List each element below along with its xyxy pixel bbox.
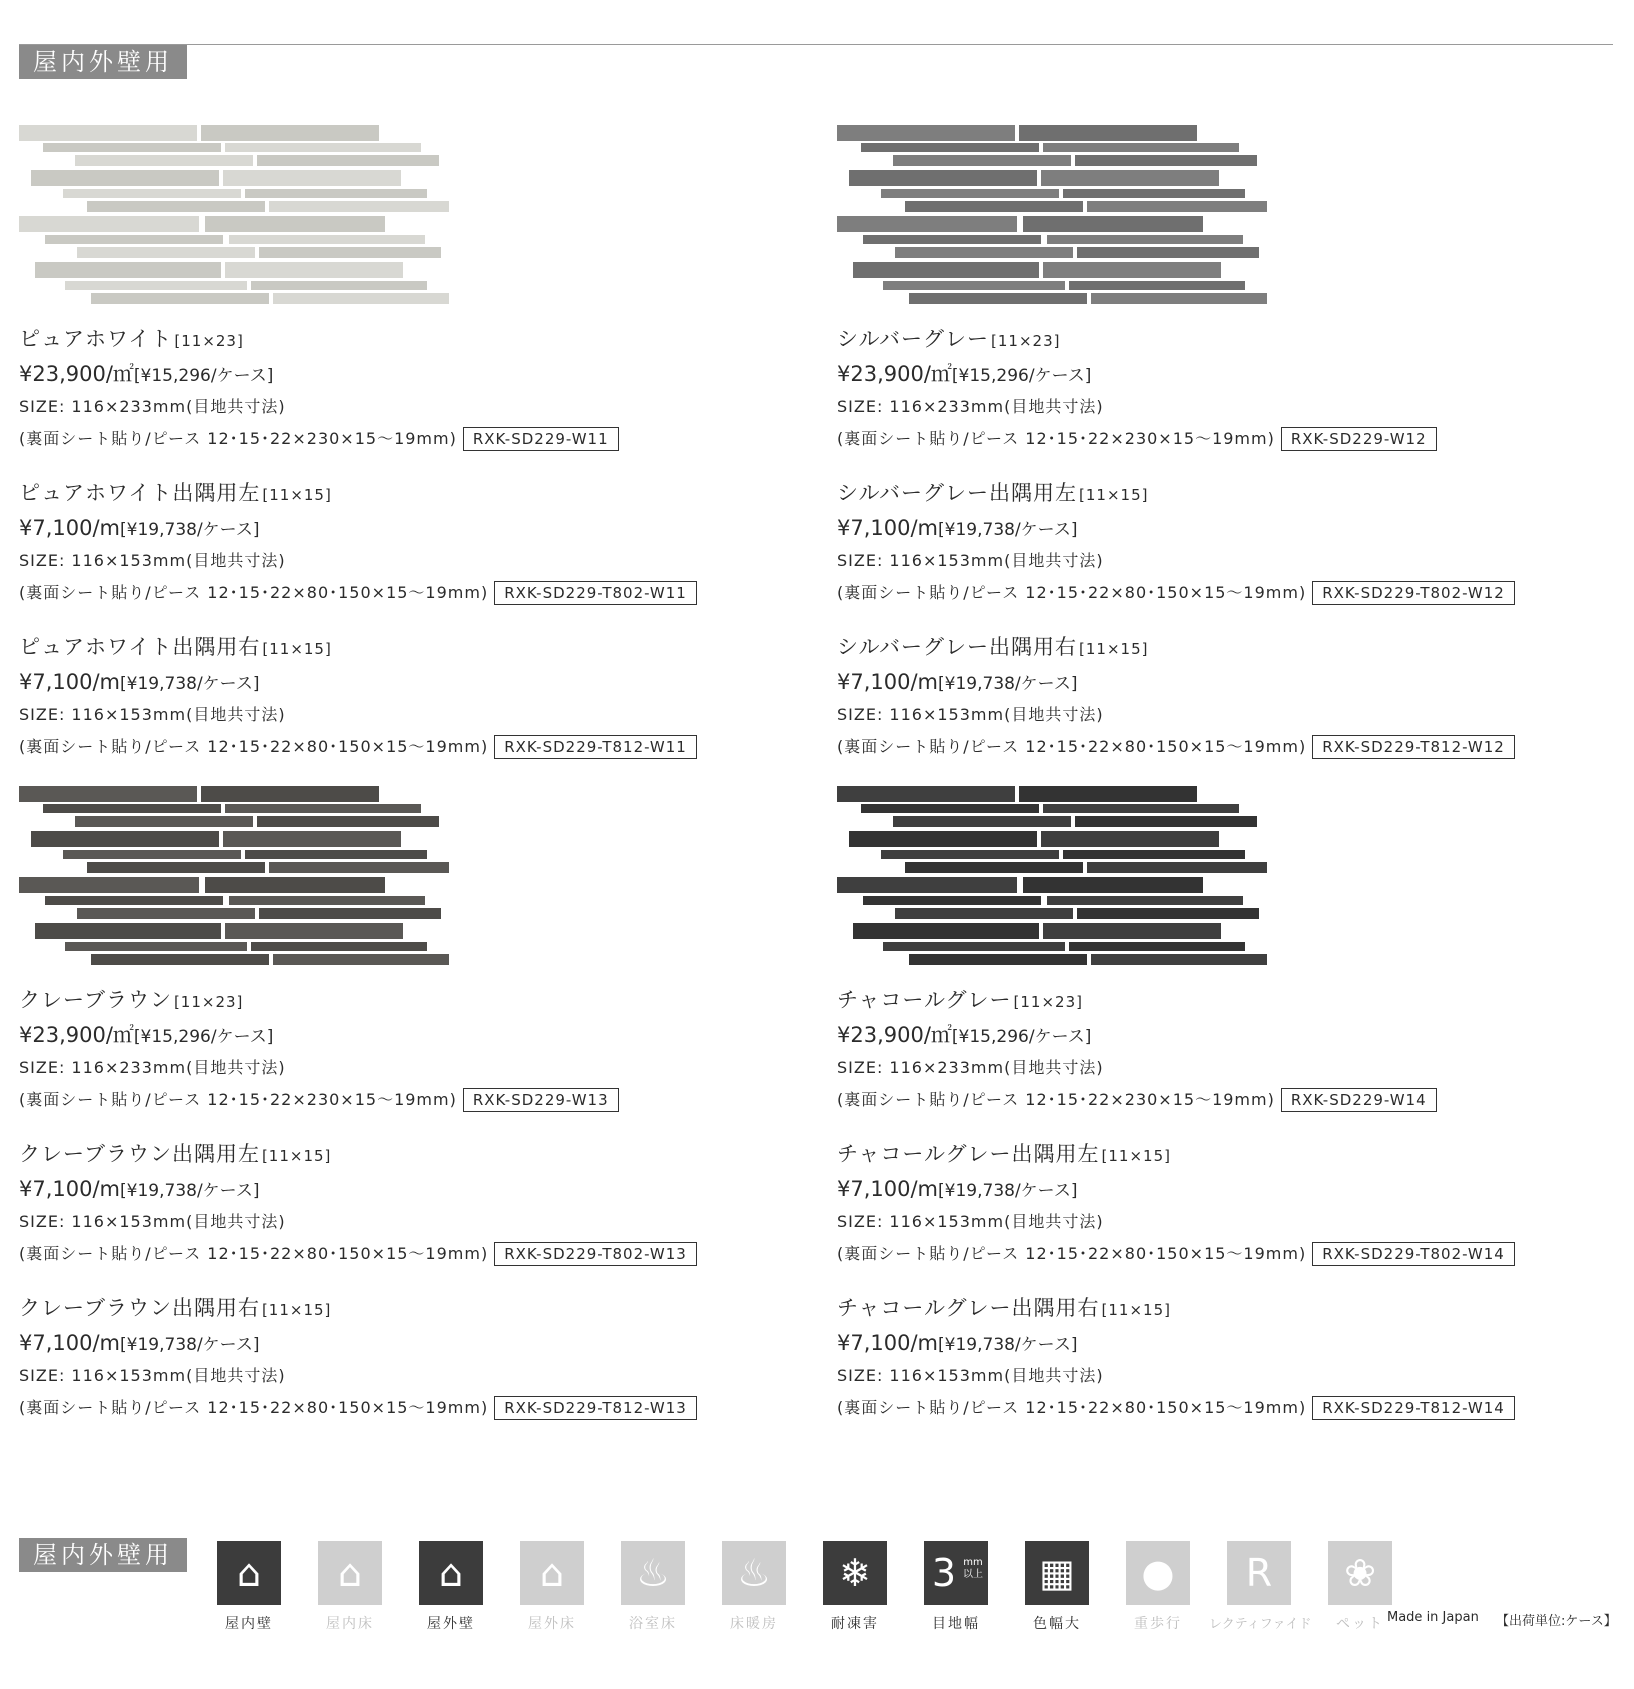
price-line <box>837 511 1597 545</box>
product-clay-brown <box>19 786 779 1424</box>
spec-text: (裏面シート貼り/ピース 12･15･22×230×15〜19mm) <box>19 1090 457 1109</box>
case-price: [¥15,296/ケース] <box>133 366 274 386</box>
product-name-line <box>837 475 1597 511</box>
spec-line <box>19 731 779 763</box>
product-name-line <box>19 321 779 357</box>
tile-strip <box>1019 125 1197 141</box>
icon-subtext: mm 以上 <box>963 1557 983 1580</box>
product-entry <box>19 1290 779 1424</box>
tile-strip <box>259 908 441 919</box>
size-code: [11×15] <box>262 486 332 504</box>
feature-label: 浴室床 <box>629 1616 677 1632</box>
product-code: RXK-SD229-T802-W12 <box>1312 581 1515 605</box>
tile-strip <box>1069 281 1245 290</box>
feature-label: 耐凍害 <box>831 1616 879 1632</box>
tile-strip <box>1087 201 1267 212</box>
case-price: [¥19,738/ケース] <box>120 1335 260 1355</box>
product-entry <box>837 629 1597 763</box>
tile-strip <box>43 804 221 813</box>
tile-strip <box>19 216 199 232</box>
icon-glyph: ❄ <box>839 1551 871 1595</box>
feature-indoor-wall <box>217 1541 281 1633</box>
price-line <box>19 665 779 699</box>
tile-strip <box>225 262 403 278</box>
product-code: RXK-SD229-T812-W11 <box>494 735 697 759</box>
product-entry <box>837 982 1597 1116</box>
icon-glyph: ♨ <box>736 1551 772 1595</box>
tile-strip <box>257 816 439 827</box>
tile-strip <box>245 850 427 859</box>
product-name: シルバーグレー <box>837 327 990 351</box>
size-code: [11×15] <box>1101 1301 1171 1319</box>
size-code: [11×15] <box>1079 640 1149 658</box>
tile-strip <box>861 143 1039 152</box>
product-name-line <box>837 1290 1597 1326</box>
product-code: RXK-SD229-W14 <box>1281 1088 1437 1112</box>
tile-strip <box>35 923 221 939</box>
tile-strip <box>895 247 1073 258</box>
tile-strip <box>201 125 379 141</box>
price: ¥23,900/㎡ <box>837 1023 952 1047</box>
price: ¥7,100/m <box>19 1331 121 1355</box>
tile-strip <box>251 281 427 290</box>
feature-label: 屋内床 <box>326 1616 374 1632</box>
product-name-line <box>837 982 1597 1018</box>
case-price: [¥19,738/ケース] <box>938 520 1078 540</box>
size-code: [11×15] <box>262 640 332 658</box>
tile-strip <box>909 954 1087 965</box>
tile-strip <box>269 201 449 212</box>
tile-strip <box>225 804 421 813</box>
spec-text: (裏面シート貼り/ピース 12･15･22×230×15〜19mm) <box>19 429 457 448</box>
price-line <box>837 665 1597 699</box>
feature-indoor-floor <box>318 1541 382 1633</box>
tile-strip <box>229 235 425 244</box>
tile-strip <box>837 786 1015 802</box>
icon-glyph: ⌂ <box>438 1551 464 1595</box>
tile-strip <box>1077 908 1259 919</box>
product-code: RXK-SD229-W13 <box>463 1088 619 1112</box>
spec-line <box>837 1084 1597 1116</box>
tile-strip <box>229 896 425 905</box>
tile-strip <box>19 125 197 141</box>
tile-strip <box>65 942 247 951</box>
tile-strip <box>1091 293 1267 304</box>
product-name: チャコールグレー出隅用右 <box>837 1296 1100 1320</box>
product-name: ピュアホワイト出隅用右 <box>19 635 261 659</box>
outdoor-wall-icon <box>419 1541 483 1605</box>
tile-strip <box>1069 942 1245 951</box>
price: ¥23,900/㎡ <box>19 362 134 386</box>
size-text: SIZE: 116×153mm(目地共寸法) <box>837 1366 1104 1385</box>
indoor-floor-icon <box>318 1541 382 1605</box>
tile-strip <box>837 216 1017 232</box>
product-name-line <box>19 1290 779 1326</box>
product-name: クレーブラウン出隅用右 <box>19 1296 260 1320</box>
tile-sample-image <box>19 786 519 972</box>
product-code: RXK-SD229-W11 <box>463 427 619 451</box>
icon-glyph: ❀ <box>1344 1551 1376 1595</box>
feature-frost-resistance <box>823 1541 887 1633</box>
product-entry <box>837 321 1597 455</box>
feature-label: 屋外壁 <box>427 1616 475 1632</box>
size-text: SIZE: 116×153mm(目地共寸法) <box>837 1212 1104 1231</box>
product-name-line <box>837 321 1597 357</box>
spec-text: (裏面シート貼り/ピース 12･15･22×80･150×15〜19mm) <box>837 1398 1307 1417</box>
frost-resistance-icon <box>823 1541 887 1605</box>
tile-strip <box>1041 170 1219 186</box>
spec-line <box>19 1392 779 1424</box>
spec-line <box>19 577 779 609</box>
feature-color-variation <box>1025 1541 1089 1633</box>
tile-strip <box>1075 816 1257 827</box>
case-price: [¥19,738/ケース] <box>938 674 1078 694</box>
spec-text: (裏面シート貼り/ピース 12･15･22×80･150×15〜19mm) <box>19 1244 489 1263</box>
price-line <box>19 1172 779 1206</box>
tile-strip <box>1075 155 1257 166</box>
price: ¥23,900/㎡ <box>19 1023 134 1047</box>
tile-strip <box>1043 804 1239 813</box>
price: ¥7,100/m <box>19 1177 121 1201</box>
tile-strip <box>883 281 1065 290</box>
feature-bathroom-floor <box>621 1541 685 1633</box>
feature-label: 屋外床 <box>528 1616 576 1632</box>
tile-strip <box>205 216 385 232</box>
spec-line <box>19 423 779 455</box>
price: ¥7,100/m <box>837 1331 939 1355</box>
product-entry <box>837 475 1597 609</box>
tile-strip <box>905 201 1083 212</box>
tile-strip <box>205 877 385 893</box>
tile-strip <box>881 850 1059 859</box>
size-text: SIZE: 116×153mm(目地共寸法) <box>19 1366 286 1385</box>
size-code: [11×15] <box>261 1301 332 1319</box>
icon-glyph: ⌂ <box>337 1551 363 1595</box>
spec-line <box>19 1238 779 1270</box>
product-name-line <box>837 1136 1597 1172</box>
spec-line <box>837 731 1597 763</box>
feature-label: ペット <box>1336 1616 1384 1632</box>
product-silver-grey <box>837 125 1597 763</box>
tile-strip <box>31 170 219 186</box>
size-code: [11×23] <box>1013 993 1083 1011</box>
feature-label: 目地幅 <box>932 1616 980 1632</box>
product-code: RXK-SD229-T802-W11 <box>494 581 697 605</box>
shipping-unit-label: 【出荷単位:ケース】 <box>1496 1614 1617 1629</box>
tile-strip <box>225 923 403 939</box>
spec-text: (裏面シート貼り/ピース 12･15･22×80･150×15〜19mm) <box>19 737 489 756</box>
icon-glyph: ⌂ <box>236 1551 262 1595</box>
product-code: RXK-SD229-T812-W14 <box>1312 1396 1515 1420</box>
tile-strip <box>35 262 221 278</box>
tile-strip <box>65 281 247 290</box>
floor-heating-icon <box>722 1541 786 1605</box>
price-line <box>837 1172 1597 1206</box>
product-charcoal-grey <box>837 786 1597 1424</box>
icon-glyph: ▦ <box>1039 1551 1075 1595</box>
tile-strip <box>257 155 439 166</box>
tile-strip <box>77 247 255 258</box>
product-name: クレーブラウン <box>19 988 172 1012</box>
size-text: SIZE: 116×153mm(目地共寸法) <box>19 705 286 724</box>
tile-strip <box>75 816 253 827</box>
product-code: RXK-SD229-W12 <box>1281 427 1437 451</box>
feature-floor-heating <box>722 1541 786 1633</box>
feature-label: 床暖房 <box>730 1616 778 1632</box>
feature-outdoor-wall <box>419 1541 483 1633</box>
tile-strip <box>1041 831 1219 847</box>
tile-strip <box>1087 862 1267 873</box>
product-code: RXK-SD229-T802-W13 <box>494 1242 697 1266</box>
product-entry <box>19 1136 779 1270</box>
icon-glyph: ● <box>1141 1551 1175 1595</box>
price: ¥7,100/m <box>837 516 939 540</box>
size-text: SIZE: 116×233mm(目地共寸法) <box>19 397 286 416</box>
feature-label: レクティファイド <box>1209 1617 1312 1632</box>
tile-strip <box>863 235 1041 244</box>
spec-line <box>837 1392 1597 1424</box>
product-entry <box>19 629 779 763</box>
tile-strip <box>863 896 1041 905</box>
feature-rectified <box>1209 1541 1312 1632</box>
feature-heavy-walking <box>1126 1541 1190 1633</box>
size-code: [11×15] <box>1079 486 1149 504</box>
case-price: [¥19,738/ケース] <box>120 1181 260 1201</box>
tile-strip <box>1077 247 1259 258</box>
size-text: SIZE: 116×153mm(目地共寸法) <box>19 1212 286 1231</box>
product-name-line <box>19 629 779 665</box>
tile-sample-image <box>837 786 1337 972</box>
feature-pet <box>1328 1541 1392 1633</box>
size-text: SIZE: 116×153mm(目地共寸法) <box>837 551 1104 570</box>
spec-text: (裏面シート貼り/ピース 12･15･22×230×15〜19mm) <box>837 429 1275 448</box>
tile-strip <box>223 170 401 186</box>
color-variation-icon <box>1025 1541 1089 1605</box>
tile-strip <box>893 155 1071 166</box>
tile-strip <box>273 954 449 965</box>
tile-strip <box>1043 262 1221 278</box>
indoor-wall-icon <box>217 1541 281 1605</box>
joint-width-icon <box>924 1541 988 1605</box>
case-price: [¥19,738/ケース] <box>938 1181 1078 1201</box>
case-price: [¥15,296/ケース] <box>951 366 1092 386</box>
feature-label: 色幅大 <box>1033 1616 1081 1632</box>
product-name: ピュアホワイト <box>19 327 173 351</box>
tile-strip <box>1063 189 1245 198</box>
tile-strip <box>905 862 1083 873</box>
product-code: RXK-SD229-T802-W14 <box>1312 1242 1515 1266</box>
tile-strip <box>893 816 1071 827</box>
tile-strip <box>881 189 1059 198</box>
feature-label: 屋内壁 <box>225 1616 273 1632</box>
tile-strip <box>45 235 223 244</box>
tile-strip <box>861 804 1039 813</box>
spec-text: (裏面シート貼り/ピース 12･15･22×80･150×15〜19mm) <box>19 1398 489 1417</box>
size-text: SIZE: 116×233mm(目地共寸法) <box>837 1058 1104 1077</box>
product-name: ピュアホワイト出隅用左 <box>19 481 261 505</box>
spec-line <box>837 423 1597 455</box>
pet-icon <box>1328 1541 1392 1605</box>
tile-strip <box>1043 143 1239 152</box>
product-name-line <box>837 629 1597 665</box>
size-text: SIZE: 116×233mm(目地共寸法) <box>19 1058 286 1077</box>
case-price: [¥15,296/ケース] <box>951 1027 1092 1047</box>
price: ¥7,100/m <box>837 670 939 694</box>
heavy-walking-icon <box>1126 1541 1190 1605</box>
tile-strip <box>245 189 427 198</box>
spec-line <box>837 577 1597 609</box>
product-name-line <box>19 982 779 1018</box>
size-code: [11×23] <box>991 332 1061 350</box>
spec-text: (裏面シート貼り/ピース 12･15･22×230×15〜19mm) <box>837 1090 1275 1109</box>
tile-strip <box>201 786 379 802</box>
product-code: RXK-SD229-T812-W12 <box>1312 735 1515 759</box>
icon-glyph: ⌂ <box>539 1551 565 1595</box>
tile-strip <box>43 143 221 152</box>
product-name: チャコールグレー出隅用左 <box>837 1142 1100 1166</box>
price: ¥7,100/m <box>19 516 121 540</box>
price-line <box>19 1326 779 1360</box>
tile-strip <box>63 189 241 198</box>
price-line <box>19 1018 779 1052</box>
spec-text: (裏面シート貼り/ピース 12･15･22×80･150×15〜19mm) <box>837 583 1307 602</box>
product-name: チャコールグレー <box>837 988 1012 1012</box>
product-name-line <box>19 1136 779 1172</box>
spec-line <box>837 1238 1597 1270</box>
product-name: クレーブラウン出隅用左 <box>19 1142 260 1166</box>
product-pure-white <box>19 125 779 763</box>
spec-text: (裏面シート貼り/ピース 12･15･22×80･150×15〜19mm) <box>19 583 489 602</box>
price-line <box>19 357 779 391</box>
tile-strip <box>91 293 269 304</box>
section-label: 屋内外壁用 <box>19 45 187 79</box>
size-text: SIZE: 116×233mm(目地共寸法) <box>837 397 1104 416</box>
tile-strip <box>91 954 269 965</box>
bathroom-floor-icon <box>621 1541 685 1605</box>
tile-strip <box>1019 786 1197 802</box>
feature-section-label: 屋内外壁用 <box>19 1538 187 1572</box>
tile-strip <box>1047 896 1243 905</box>
tile-strip <box>853 923 1039 939</box>
price-line <box>19 511 779 545</box>
icon-glyph: 3 <box>931 1551 957 1595</box>
product-name: シルバーグレー出隅用右 <box>837 635 1078 659</box>
tile-strip <box>31 831 219 847</box>
tile-strip <box>87 201 265 212</box>
size-code: [11×23] <box>174 332 244 350</box>
price-line <box>837 1018 1597 1052</box>
tile-strip <box>87 862 265 873</box>
made-in-label: Made in Japan <box>1387 1610 1479 1625</box>
tile-sample-image <box>19 125 519 311</box>
case-price: [¥19,738/ケース] <box>120 674 260 694</box>
spec-line <box>19 1084 779 1116</box>
tile-strip <box>895 908 1073 919</box>
tile-strip <box>273 293 449 304</box>
tile-strip <box>259 247 441 258</box>
price: ¥7,100/m <box>837 1177 939 1201</box>
tile-strip <box>1047 235 1243 244</box>
outdoor-floor-icon <box>520 1541 584 1605</box>
price: ¥23,900/㎡ <box>837 362 952 386</box>
size-text: SIZE: 116×153mm(目地共寸法) <box>837 705 1104 724</box>
price-line <box>837 357 1597 391</box>
spec-text: (裏面シート貼り/ピース 12･15･22×80･150×15〜19mm) <box>837 737 1307 756</box>
tile-strip <box>75 155 253 166</box>
size-code: [11×15] <box>1101 1147 1171 1165</box>
price-line <box>837 1326 1597 1360</box>
tile-strip <box>225 143 421 152</box>
case-price: [¥19,738/ケース] <box>120 520 260 540</box>
price: ¥7,100/m <box>19 670 121 694</box>
tile-strip <box>77 908 255 919</box>
icon-glyph: ♨ <box>635 1551 671 1595</box>
tile-strip <box>269 862 449 873</box>
tile-strip <box>19 786 197 802</box>
product-code: RXK-SD229-T812-W13 <box>494 1396 697 1420</box>
icon-glyph: R <box>1245 1551 1273 1595</box>
product-entry <box>837 1136 1597 1270</box>
tile-strip <box>1023 216 1203 232</box>
case-price: [¥15,296/ケース] <box>133 1027 274 1047</box>
product-name: シルバーグレー出隅用左 <box>837 481 1078 505</box>
size-text: SIZE: 116×153mm(目地共寸法) <box>19 551 286 570</box>
tile-strip <box>837 877 1017 893</box>
feature-outdoor-floor <box>520 1541 584 1633</box>
tile-strip <box>223 831 401 847</box>
product-entry <box>19 321 779 455</box>
tile-strip <box>853 262 1039 278</box>
tile-strip <box>1063 850 1245 859</box>
tile-strip <box>45 896 223 905</box>
tile-strip <box>883 942 1065 951</box>
product-name-line <box>19 475 779 511</box>
tile-strip <box>849 170 1037 186</box>
feature-joint-width <box>924 1541 988 1633</box>
rectified-icon <box>1227 1541 1291 1605</box>
tile-sample-image <box>837 125 1337 311</box>
tile-strip <box>19 877 199 893</box>
tile-strip <box>251 942 427 951</box>
product-entry <box>19 475 779 609</box>
tile-strip <box>1091 954 1267 965</box>
tile-strip <box>849 831 1037 847</box>
product-entry <box>19 982 779 1116</box>
spec-text: (裏面シート貼り/ピース 12･15･22×80･150×15〜19mm) <box>837 1244 1307 1263</box>
tile-strip <box>1043 923 1221 939</box>
product-entry <box>837 1290 1597 1424</box>
feature-label: 重歩行 <box>1134 1616 1182 1632</box>
size-code: [11×23] <box>173 993 244 1011</box>
tile-strip <box>837 125 1015 141</box>
size-code: [11×15] <box>261 1147 332 1165</box>
tile-strip <box>1023 877 1203 893</box>
top-divider <box>19 44 1613 45</box>
tile-strip <box>63 850 241 859</box>
case-price: [¥19,738/ケース] <box>938 1335 1078 1355</box>
tile-strip <box>909 293 1087 304</box>
